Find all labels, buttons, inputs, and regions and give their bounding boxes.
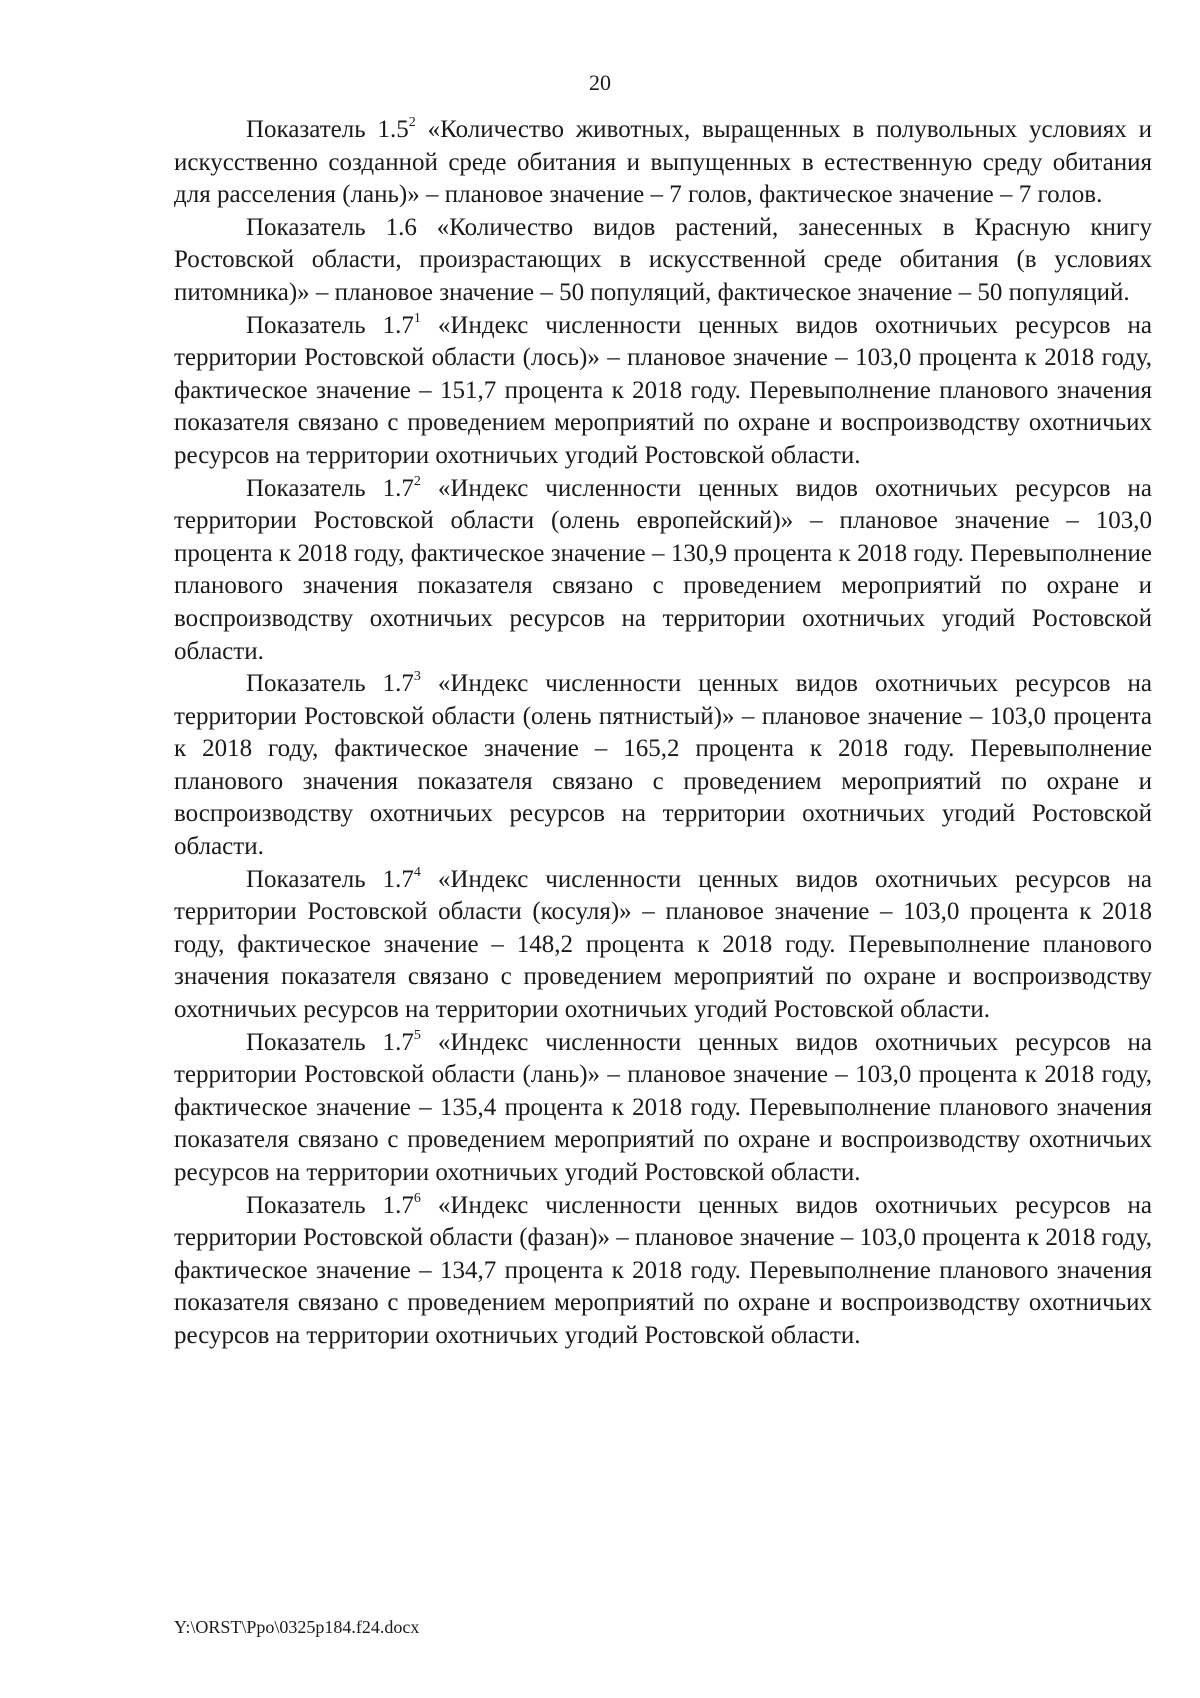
paragraph-indicator-1-7-2	[174, 473, 1152, 669]
paragraph-indicator-1-7-1	[174, 310, 1152, 473]
page-number: 20	[589, 70, 611, 95]
indicator-text: «Индекс численности ценных видов охотничьих ресурсов на территории Ростовской области (олень пятнистый)» – плановое значение – 103,0 процента к 2018 году, фактическое значение – 165,2 процента к 2018 году. Перевыполнение планового значения показателя связано с проведением мероприятий по охране и воспроизводству охотничьих ресурсов на территории охотничьих угодий Ростовской области.	[174, 670, 1152, 861]
paragraph-indicator-1-7-4	[174, 864, 1152, 1027]
indicator-text: «Индекс численности ценных видов охотничьих ресурсов на территории Ростовской области (лось)» – плановое значение – 103,0 процента к 2018 году, фактическое значение – 151,7 процента к 2018 году. Перевыполнение планового значения показателя связано с проведением мероприятий по охране и воспроизводству охотничьих ресурсов на территории охотничьих угодий Ростовской области.	[174, 311, 1152, 469]
paragraph-indicator-1-5-2	[174, 114, 1152, 212]
document-body	[174, 114, 1152, 1353]
paragraph-indicator-1-7-3	[174, 668, 1152, 864]
paragraph-indicator-1-7-5	[174, 1027, 1152, 1190]
indicator-text: «Количество животных, выращенных в полувольных условиях и искусственно созданной среде обитания и выпущенных в естественную среду обитания для расселения (лань)» – плановое значение – 7 голов, фактическое значение – 7 голов.	[174, 116, 1152, 209]
indicator-lead: Показатель 1.7	[246, 1191, 414, 1219]
indicator-text: «Индекс численности ценных видов охотничьих ресурсов на территории Ростовской области (лань)» – плановое значение – 103,0 процента к 2018 году, фактическое значение – 135,4 процента к 2018 году. Перевыполнение планового значения показателя связано с проведением мероприятий по охране и воспроизводству охотничьих ресурсов на территории охотничьих угодий Ростовской области.	[174, 1028, 1152, 1186]
indicator-lead: Показатель 1.7	[246, 311, 414, 339]
indicator-text: «Индекс численности ценных видов охотничьих ресурсов на территории Ростовской области (олень европейский)» – плановое значение – 103,0 процента к 2018 году, фактическое значение – 130,9 процента к 2018 году. Перевыполнение планового значения показателя связано с проведением мероприятий по охране и воспроизводству охотничьих ресурсов на территории охотничьих угодий Ростовской области.	[174, 474, 1152, 665]
indicator-text: «Индекс численности ценных видов охотничьих ресурсов на территории Ростовской области (фазан)» – плановое значение – 103,0 процента к 2018 году, фактическое значение – 134,7 процента к 2018 году. Перевыполнение планового значения показателя связано с проведением мероприятий по охране и воспроизводству охотничьих ресурсов на территории охотничьих угодий Ростовской области.	[174, 1191, 1152, 1349]
indicator-superscript: 5	[413, 1027, 421, 1043]
indicator-text: «Индекс численности ценных видов охотничьих ресурсов на территории Ростовской области (косуля)» – плановое значение – 103,0 процента к 2018 году, фактическое значение – 148,2 процента к 2018 году. Перевыполнение планового значения показателя связано с проведением мероприятий по охране и воспроизводству охотничьих ресурсов на территории охотничьих угодий Ростовской области.	[174, 865, 1152, 1024]
indicator-lead: Показатель 1.6	[246, 213, 417, 241]
indicator-lead: Показатель 1.7	[246, 865, 414, 893]
indicator-text: «Количество видов растений, занесенных в Красную книгу Ростовской области, произрастающих в искусственной среде обитания (в условиях питомника)» – плановое значение – 50 популяций, фактическое значение – 50 популяций.	[174, 213, 1152, 306]
indicator-lead: Показатель 1.5	[246, 116, 409, 143]
indicator-lead: Показатель 1.7	[246, 1028, 414, 1056]
indicator-superscript: 6	[413, 1190, 421, 1206]
paragraph-indicator-1-6	[174, 212, 1152, 310]
indicator-lead: Показатель 1.7	[246, 474, 414, 502]
indicator-lead: Показатель 1.7	[246, 670, 414, 698]
indicator-superscript: 3	[413, 669, 421, 685]
paragraph-indicator-1-7-6	[174, 1190, 1152, 1353]
indicator-superscript: 4	[413, 864, 421, 880]
indicator-superscript: 1	[413, 310, 421, 326]
indicator-superscript: 2	[413, 473, 421, 489]
indicator-superscript: 2	[408, 115, 416, 130]
document-file-path: Y:\ORST\Ppo\0325p184.f24.docx	[174, 1617, 420, 1637]
